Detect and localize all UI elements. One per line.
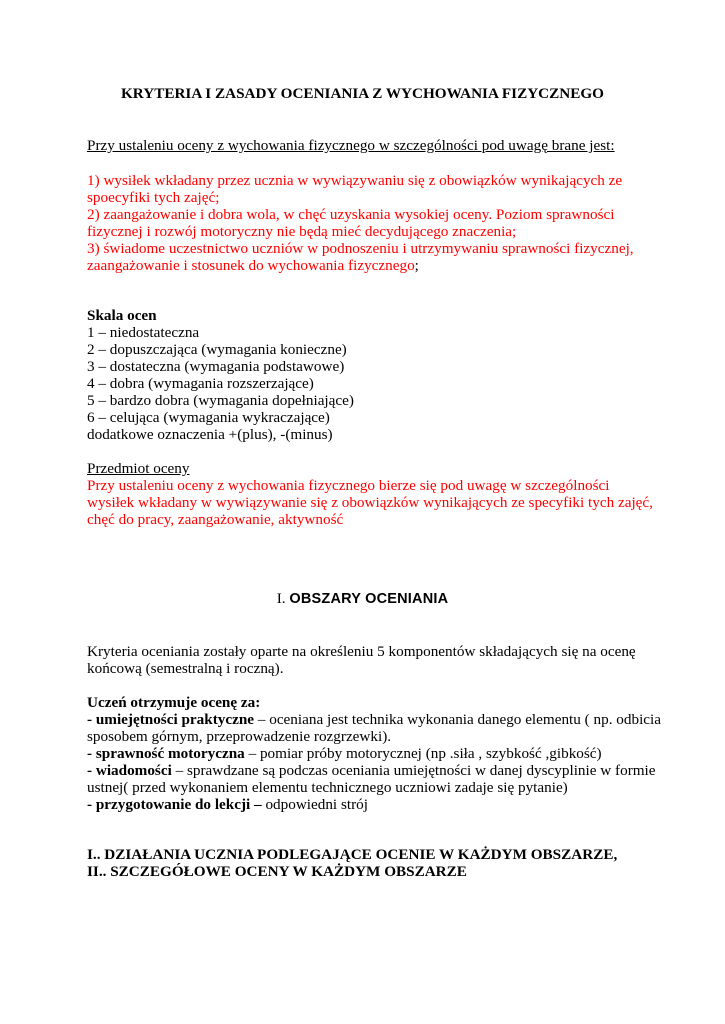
criteria-line: 2) zaangażowanie i dobra wola, w chęć uzyskania wysokiej oceny. Poziom sprawności <box>87 206 615 223</box>
intro-text: Przy ustaleniu oceny z wychowania fizycznego w szczególności pod uwagę brane jest: <box>87 137 615 154</box>
components-line: Kryteria oceniania zostały oparte na określeniu 5 komponentów składających się na ocenę <box>87 643 636 660</box>
grading-item: - umiejętności praktyczne – oceniana jest technika wykonania danego elementu ( np. odbicia <box>87 711 661 728</box>
scale-item: 1 – niedostateczna <box>87 324 200 341</box>
scale-item: 2 – dopuszczająca (wymagania konieczne) <box>87 341 347 358</box>
scale-extra: dodatkowe oznaczenia +(plus), -(minus) <box>87 426 333 443</box>
criteria-last-line <box>87 257 419 274</box>
grading-item: ustnej( przed wykonaniem elementu technicznego uczniowi zadaje się pytanie) <box>87 779 568 796</box>
scale-item: 6 – celująca (wymagania wykraczające) <box>87 409 330 426</box>
scale-item: 4 – dobra (wymagania rozszerzające) <box>87 375 314 392</box>
criteria-line: 3) świadome uczestnictwo uczniów w podnoszeniu i utrzymywaniu sprawności fizycznej, <box>87 240 634 257</box>
criteria-line: spoecyfiki tych zajęć; <box>87 189 220 206</box>
grading-heading: Uczeń otrzymuje ocenę za: <box>87 694 261 711</box>
subject-line: wysiłek wkładany w wywiązywanie się z obowiązków wynikających ze specyfiki tych zajęć, <box>87 494 653 511</box>
criteria-line: zaangażowanie i stosunek do wychowania fizycznego <box>87 257 415 274</box>
section-heading <box>0 590 725 608</box>
subject-heading: Przedmiot oceny <box>87 460 190 477</box>
subject-line: Przy ustaleniu oceny z wychowania fizycznego bierze się pod uwagę w szczególności <box>87 477 610 494</box>
grading-item: - przygotowanie do lekcji – odpowiedni strój <box>87 796 368 813</box>
grading-item: sposobem górnym, przeprowadzenie rozgrzewki). <box>87 728 392 745</box>
grading-item: - wiadomości – sprawdzane są podczas oceniania umiejętności w danej dyscyplinie w formie <box>87 762 656 779</box>
components-line: końcową (semestralną i roczną). <box>87 660 284 677</box>
scale-heading: Skala ocen <box>87 307 157 324</box>
footer-heading: I.. DZIAŁANIA UCZNIA PODLEGAJĄCE OCENIE W KAŻDYM OBSZARZE, <box>87 846 618 863</box>
footer-heading: II.. SZCZEGÓŁOWE OCENY W KAŻDYM OBSZARZE <box>87 863 467 880</box>
criteria-line: fizycznej i rozwój motoryczny nie będą mieć decydującego znaczenia; <box>87 223 517 240</box>
document-title: KRYTERIA I ZASADY OCENIANIA Z WYCHOWANIA FIZYCZNEGO <box>120 85 604 102</box>
section-number: I. <box>276 590 286 607</box>
scale-item: 3 – dostateczna (wymagania podstawowe) <box>87 358 345 375</box>
subject-line: chęć do pracy, zaangażowanie, aktywność <box>87 511 344 528</box>
grading-item: - sprawność motoryczna – pomiar próby motorycznej (np .siła , szybkość ,gibkość) <box>87 745 602 762</box>
criteria-end: ; <box>414 257 419 274</box>
scale-item: 5 – bardzo dobra (wymagania dopełniające) <box>87 392 354 409</box>
section-title: OBSZARY OCENIANIA <box>289 591 449 607</box>
criteria-line: 1) wysiłek wkładany przez ucznia w wywiązywaniu się z obowiązków wynikających ze <box>87 172 623 189</box>
